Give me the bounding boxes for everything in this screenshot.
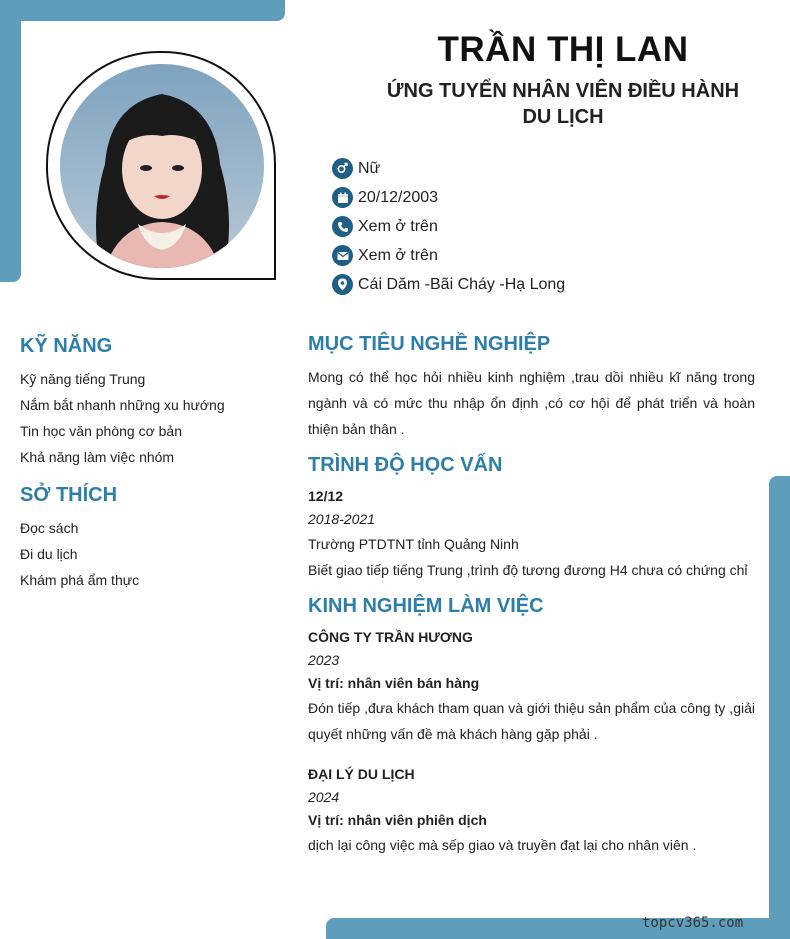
contact-address (332, 270, 565, 299)
contact-list (332, 154, 565, 299)
contact-gender-text: Nữ (358, 159, 381, 177)
skill-item: Tin học văn phòng cơ bản (20, 423, 182, 439)
contact-email (332, 241, 565, 270)
left-column (20, 335, 280, 607)
contact-email-text: Xem ở trên (358, 246, 438, 264)
job-year: 2024 (308, 789, 340, 805)
contact-gender (332, 154, 565, 183)
applied-position: ỨNG TUYỂN NHÂN VIÊN ĐIỀU HÀNH DU LỊCH (386, 80, 740, 128)
candidate-name: TRẦN THỊ LAN (437, 30, 689, 69)
education-title: TRÌNH ĐỘ HỌC VẤN (308, 454, 503, 476)
hobbies-title: SỞ THÍCH (20, 484, 118, 506)
mail-icon (332, 245, 353, 266)
education-school: Trường PTDTNT tỉnh Quảng Ninh (308, 536, 519, 552)
contact-phone-text: Xem ở trên (358, 217, 438, 235)
decor-bar-left (0, 0, 21, 282)
job-description: dịch lại công việc mà sếp giao và truyền đạt lại cho nhân viên . (308, 837, 697, 853)
skill-item: Kỹ năng tiếng Trung (20, 371, 146, 387)
objective-text: Mong có thể học hỏi nhiều kinh nghiệm ,trau dồi nhiều kĩ năng trong ngành và có mức thu nhập ổn định ,có cơ hội để phát triển và hoàn thiện bản thân . (308, 369, 755, 437)
education-degree: 12/12 (308, 488, 344, 504)
hobby-item: Đọc sách (20, 520, 79, 536)
gender-icon (332, 158, 353, 179)
location-pin-icon (332, 274, 353, 295)
education-period: 2018-2021 (308, 511, 375, 527)
phone-icon (332, 216, 353, 237)
hobby-item: Đi du lịch (20, 546, 78, 562)
objective-title: MỤC TIÊU NGHỀ NGHIỆP (308, 333, 551, 355)
skills-list (20, 366, 280, 470)
skills-title: KỸ NĂNG (20, 335, 113, 357)
job-role: Vị trí: nhân viên bán hàng (308, 675, 480, 691)
contact-birthday-text: 20/12/2003 (358, 188, 439, 206)
job-entry (308, 626, 755, 747)
right-column (308, 333, 755, 874)
job-entry (308, 763, 755, 858)
job-description: Đón tiếp ,đưa khách tham quan và giới thiệu sản phẩm của công ty ,giải quyết những vấn đề mà khách hàng gặp phải . (308, 700, 755, 742)
contact-birthday (332, 183, 565, 212)
education-note: Biết giao tiếp tiếng Trung ,trình độ tương đương H4 chưa có chứng chỉ (308, 562, 748, 578)
hobby-item: Khám phá ẩm thực (20, 572, 140, 588)
skill-item: Nắm bắt nhanh những xu hướng (20, 397, 225, 413)
education-entry (308, 485, 755, 583)
contact-phone (332, 212, 565, 241)
hobbies-list (20, 515, 280, 593)
job-company: CÔNG TY TRẦN HƯƠNG (308, 629, 473, 645)
skill-item: Khả năng làm việc nhóm (20, 449, 175, 465)
job-role: Vị trí: nhân viên phiên dịch (308, 812, 487, 828)
avatar-frame (46, 51, 276, 280)
avatar (60, 64, 264, 268)
decor-bar-top (0, 0, 285, 21)
contact-address-text: Cái Dăm -Bãi Cháy -Hạ Long (358, 275, 566, 293)
job-year: 2023 (308, 652, 340, 668)
experience-title: KINH NGHIỆM LÀM VIỆC (308, 595, 544, 617)
decor-bar-right (769, 476, 790, 939)
calendar-icon (332, 187, 353, 208)
watermark: topcv365.com (642, 915, 744, 931)
job-company: ĐẠI LÝ DU LỊCH (308, 766, 415, 782)
